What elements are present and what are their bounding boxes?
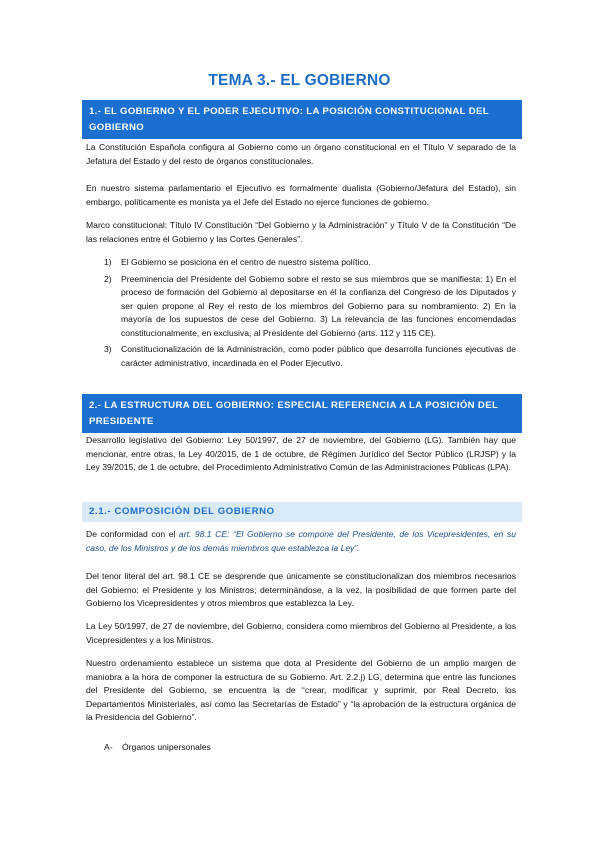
section2-heading: 2.- LA ESTRUCTURA DEL GOBIERNO: ESPECIAL REFERENCIA A LA POSICIÓN DEL PRESIDENTE bbox=[82, 394, 522, 433]
paragraph-lead: De conformidad con el bbox=[86, 529, 179, 539]
list-marker: 3) bbox=[104, 344, 112, 354]
subheading-organos-unipersonales bbox=[104, 741, 211, 754]
section21-paragraph-3: La Ley 50/1997, de 27 de noviembre, del Gobierno, considera como miembros del Gobierno al Presidente, a los Vicepresidentes y a los Ministros. bbox=[86, 621, 516, 645]
list-item-text: Preeminencia del Presidente del Gobierno sobre el resto se sus miembros que se manifiesta: 1) En el proceso de formación del Gobierno al depositarse en él la confianza del Congreso de los Diputados y ser quien propone al Rey el resto de los miembros del Gobierno para su nombramiento. 2) En la mayoría de los supuestos de cese del Gobierno. 3) La relevancia de las funciones encomendadas constitucionalmente, en exclusiva, al Presidente del Gobierno (arts. 112 y 115 CE). bbox=[121, 273, 516, 338]
section1-paragraph-2: En nuestro sistema parlamentario el Ejecutivo es formalmente dualista (Gobierno/Jefatura del Estado), sin embargo, políticamente es monista ya el Jefe del Estado no ejerce funciones de gobierno. bbox=[86, 183, 516, 207]
document-title: TEMA 3.- EL GOBIERNO bbox=[208, 72, 391, 89]
list-marker: 2) bbox=[104, 273, 112, 284]
section1-heading: 1.- EL GOBIERNO Y EL PODER EJECUTIVO: LA POSICIÓN CONSTITUCIONAL DEL GOBIERNO bbox=[82, 100, 522, 139]
list-item bbox=[86, 343, 516, 370]
list-item bbox=[86, 273, 516, 341]
section21-paragraph-2: Del tenor literal del art. 98.1 CE se desprende que únicamente se constitucionalizan dos miembros necesarios del Gobierno: el Presidente y los Ministros; determinándose, a la vez, la posibilidad de que formen parte del Gobierno los Vicepresidentes y otros miembros que establezca la Ley. bbox=[86, 571, 516, 608]
section1-list bbox=[86, 256, 516, 373]
section1-paragraph-3: Marco constitucional: Título IV Constitución “Del Gobierno y la Administración” y Título V de la Constitución “De las relaciones entre el Gobierno y las Cortes Generales”. bbox=[86, 220, 516, 244]
section21-heading: 2.1.- COMPOSICIÓN DEL GOBIERNO bbox=[82, 502, 522, 522]
list-marker: 1) bbox=[104, 257, 112, 267]
list-item bbox=[86, 256, 516, 270]
section1-paragraph-1: La Constitución Española configura al Gobierno como un órgano constitucional en el Título V separado de la Jefatura del Estado y del resto de órganos constitucionales. bbox=[86, 142, 516, 166]
list-item-text: Constitucionalización de la Administración, como poder público que desarrolla funciones ejecutivas de carácter administrativo, incardinada en el Poder Ejecutivo. bbox=[121, 344, 516, 368]
list-item-text: El Gobierno se posiciona en el centro de nuestro sistema político. bbox=[121, 257, 371, 267]
section21-paragraph-4: Nuestro ordenamiento establece un sistema que dota al Presidente del Gobierno de un amplio margen de maniobra a la hora de componer la estructura de su Gobierno. Art. 2.2.j) LG, determina que entre las funciones del Presidente del Gobierno, se encuentra la de “crear, modificar y suprimir, por Real Decreto, los Departamentos Ministeriales, así como las Secretarías de Estado” y “la aprobación de la estructura orgánica de la Presidencia del Gobierno”. bbox=[86, 658, 516, 722]
section2-paragraph-1: Desarrollo legislativo del Gobierno: Ley 50/1997, de 27 de noviembre, del Gobierno (LG). También hay que mencionar, entre otras, la Ley 40/2015, de 1 de octubre, de Régimen Jurídico del Sector Público (LRJSP) y la Ley 39/2015, de 1 de octubre, del Procedimiento Administrativo Común de las Administraciones Públicas (LPA). bbox=[86, 435, 516, 472]
constitution-quote: art. 98.1 CE: “El Gobierno se compone del Presidente, de los Vicepresidentes, en su caso, de los Ministros y de los demás miembros que establezca la Ley”. bbox=[86, 529, 516, 553]
subheading-label: Órganos unipersonales bbox=[122, 742, 211, 752]
section21-paragraph-1 bbox=[86, 528, 516, 555]
subheading-marker: A- bbox=[104, 742, 113, 752]
